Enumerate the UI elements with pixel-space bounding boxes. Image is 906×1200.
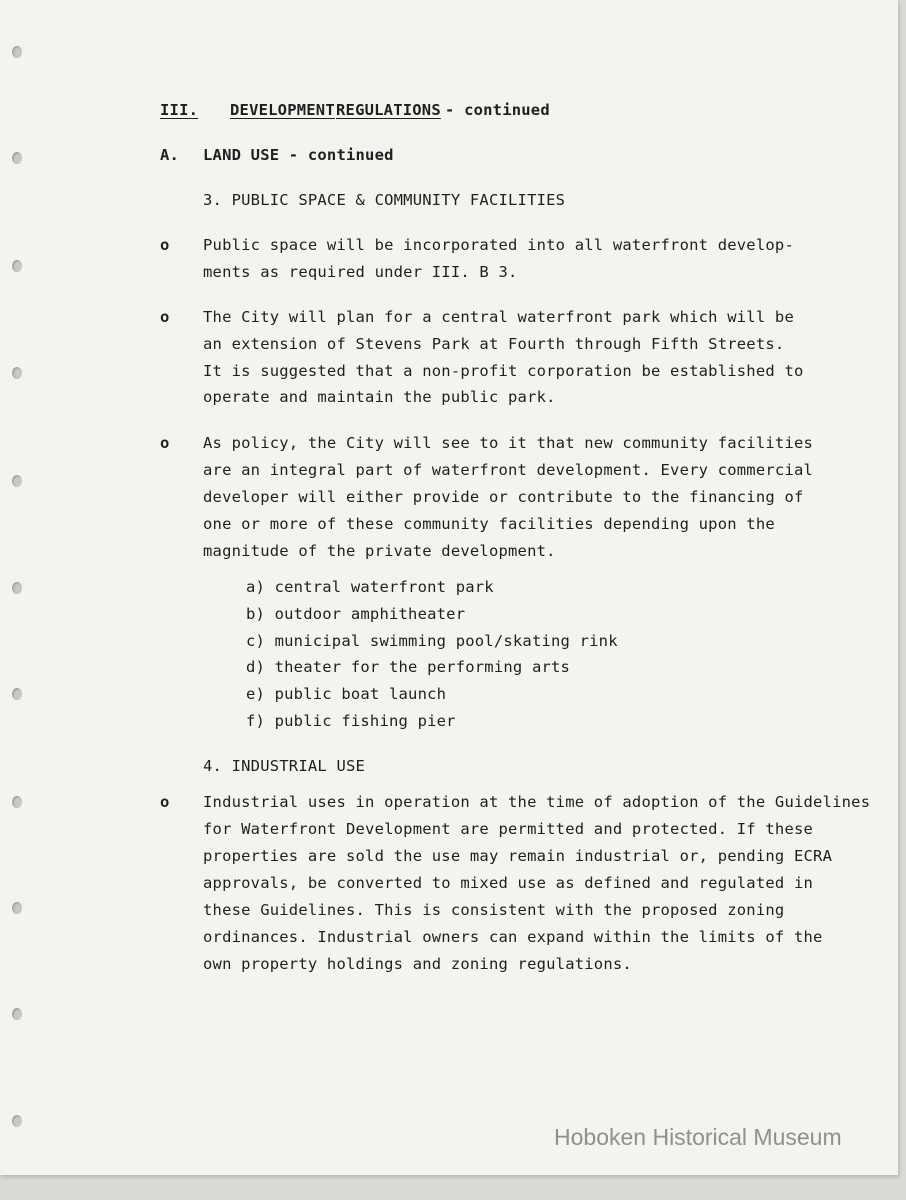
binder-hole bbox=[12, 260, 22, 272]
paragraph-line: Industrial uses in operation at the time of adoption of the Guidelines bbox=[203, 793, 871, 811]
list-item: d) theater for the performing arts bbox=[246, 658, 571, 676]
binder-hole bbox=[12, 688, 22, 700]
museum-watermark: Hoboken Historical Museum bbox=[554, 1124, 842, 1150]
section-numeral: III. bbox=[160, 101, 199, 119]
binder-hole bbox=[12, 367, 22, 379]
subsection-title: LAND USE - continued bbox=[203, 146, 394, 164]
paragraph-line: magnitude of the private development. bbox=[203, 542, 556, 560]
binder-hole bbox=[12, 1008, 22, 1020]
paragraph-line: for Waterfront Development are permitted and protected. If these bbox=[203, 820, 814, 838]
section-title-regulations: REGULATIONS bbox=[336, 101, 441, 119]
section-continued: - continued bbox=[445, 101, 550, 119]
subsection-letter: A. bbox=[160, 146, 180, 164]
list-item: f) public fishing pier bbox=[246, 712, 456, 730]
paragraph-line: are an integral part of waterfront development. Every commercial bbox=[203, 461, 814, 479]
binder-hole bbox=[12, 1115, 22, 1127]
list-item: a) central waterfront park bbox=[246, 578, 494, 596]
section-title-development: DEVELOPMENT bbox=[230, 101, 335, 119]
bullet-marker: o bbox=[160, 434, 170, 452]
paragraph-line: ordinances. Industrial owners can expand within the limits of the bbox=[203, 928, 823, 946]
paragraph-line: properties are sold the use may remain industrial or, pending ECRA bbox=[203, 847, 833, 865]
bullet-marker: o bbox=[160, 236, 170, 254]
bullet-marker: o bbox=[160, 308, 170, 326]
paragraph-line: ments as required under III. B 3. bbox=[203, 263, 518, 281]
binder-hole bbox=[12, 796, 22, 808]
paragraph-line: It is suggested that a non-profit corporation be established to bbox=[203, 362, 804, 380]
binder-hole bbox=[12, 46, 22, 58]
paragraph-line: The City will plan for a central waterfront park which will be bbox=[203, 308, 794, 326]
paragraph-line: these Guidelines. This is consistent with the proposed zoning bbox=[203, 901, 785, 919]
list-item: e) public boat launch bbox=[246, 685, 447, 703]
paragraph-line: an extension of Stevens Park at Fourth through Fifth Streets. bbox=[203, 335, 785, 353]
paragraph-line: own property holdings and zoning regulations. bbox=[203, 955, 632, 973]
binder-hole bbox=[12, 475, 22, 487]
bullet-marker: o bbox=[160, 793, 170, 811]
list-item: b) outdoor amphitheater bbox=[246, 605, 466, 623]
paragraph-line: approvals, be converted to mixed use as defined and regulated in bbox=[203, 874, 814, 892]
binder-hole bbox=[12, 152, 22, 164]
paragraph-line: one or more of these community facilities depending upon the bbox=[203, 515, 775, 533]
binder-hole bbox=[12, 902, 22, 914]
item-3-heading: 3. PUBLIC SPACE & COMMUNITY FACILITIES bbox=[203, 191, 566, 209]
paragraph-line: operate and maintain the public park. bbox=[203, 388, 556, 406]
item-4-heading: 4. INDUSTRIAL USE bbox=[203, 757, 366, 775]
list-item: c) municipal swimming pool/skating rink bbox=[246, 632, 618, 650]
binder-hole bbox=[12, 582, 22, 594]
paragraph-line: As policy, the City will see to it that new community facilities bbox=[203, 434, 814, 452]
paragraph-line: developer will either provide or contribute to the financing of bbox=[203, 488, 804, 506]
paragraph-line: Public space will be incorporated into all waterfront develop- bbox=[203, 236, 794, 254]
